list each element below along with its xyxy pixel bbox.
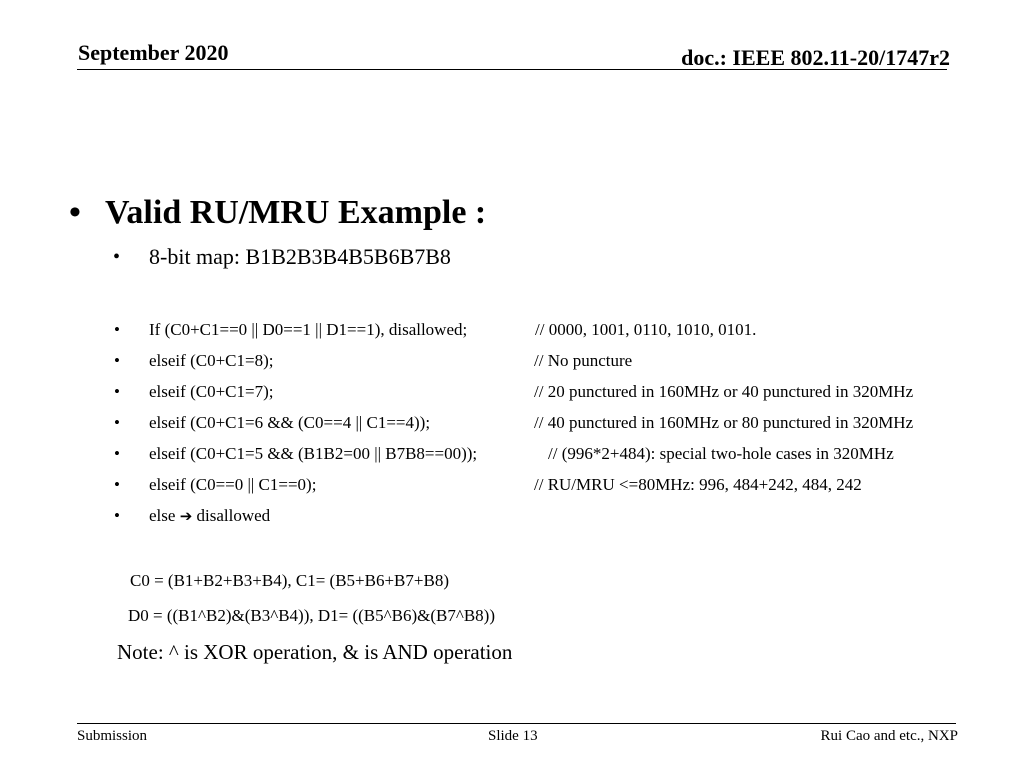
rule-condition: If (C0+C1==0 || D0==1 || D1==1), disallowed; [149, 320, 468, 339]
subtitle-bullet: • [113, 246, 121, 268]
footer-submission: Submission [77, 728, 148, 744]
rule-condition: elseif (C0+C1=5 && (B1B2=00 || B7B8==00)); [149, 444, 478, 463]
header-doc-id: doc.: IEEE 802.11-20/1747r2 [681, 45, 950, 70]
rule-condition: elseif (C0+C1=8); [149, 351, 274, 370]
rule-bullet: • [114, 320, 120, 339]
rule-bullet: • [114, 382, 120, 401]
title-bullet: • [69, 194, 81, 231]
footer-divider [77, 723, 956, 724]
footer-author: Rui Cao and etc., NXP [820, 728, 958, 744]
d-definition: D0 = ((B1^B2)&(B3^B4)), D1= ((B5^B6)&(B7^B8)) [128, 606, 495, 625]
rule-comment: // (996*2+484): special two-hole cases in 320MHz [548, 444, 894, 463]
rule-bullet: • [114, 351, 120, 370]
rule-comment: // 0000, 1001, 0110, 1010, 0101. [535, 320, 757, 339]
else-keyword: else [149, 506, 176, 525]
rule-condition: elseif (C0==0 || C1==0); [149, 475, 317, 494]
right-arrow-icon: ➔ [179, 507, 193, 525]
rule-comment: // RU/MRU <=80MHz: 996, 484+242, 484, 242 [534, 475, 862, 494]
rule-comment: // 20 punctured in 160MHz or 40 punctured in 320MHz [534, 382, 914, 401]
operator-note: Note: ^ is XOR operation, & is AND operation [117, 640, 513, 664]
rule-condition: elseif (C0+C1=7); [149, 382, 274, 401]
else-line [149, 506, 270, 526]
rule-condition: elseif (C0+C1=6 && (C0==4 || C1==4)); [149, 413, 431, 432]
rule-comment: // No puncture [534, 351, 633, 370]
rule-bullet: • [114, 444, 120, 463]
header-divider [77, 69, 947, 70]
c-definition: C0 = (B1+B2+B3+B4), C1= (B5+B6+B7+B8) [130, 571, 449, 590]
rule-bullet: • [114, 413, 120, 432]
slide-number: Slide 13 [488, 728, 538, 744]
bitmap-subtitle: 8-bit map: B1B2B3B4B5B6B7B8 [149, 244, 451, 269]
rule-comment: // 40 punctured in 160MHz or 80 punctured in 320MHz [534, 413, 914, 432]
rule-bullet: • [114, 475, 120, 494]
rule-bullet: • [114, 506, 120, 525]
slide-title: Valid RU/MRU Example : [105, 194, 487, 231]
header-date: September 2020 [78, 40, 229, 65]
else-result: disallowed [196, 506, 271, 525]
